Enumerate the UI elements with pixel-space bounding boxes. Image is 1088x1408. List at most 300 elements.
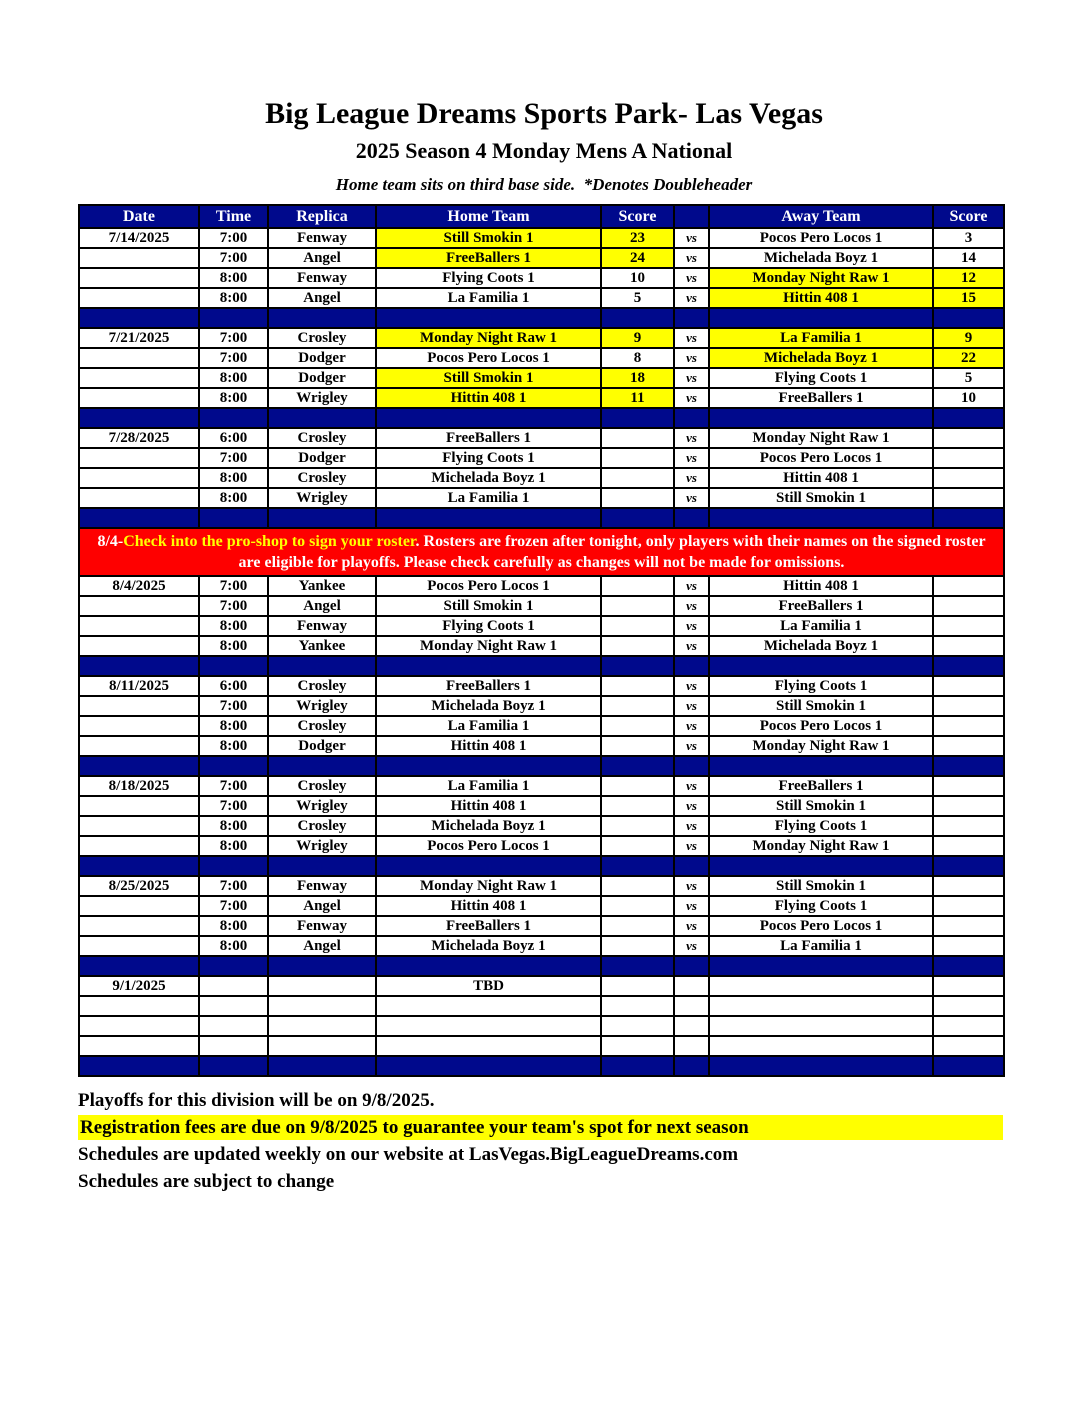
replica-cell: Fenway [268, 228, 376, 248]
time-cell: 8:00 [199, 636, 268, 656]
subject-to-change-note: Schedules are subject to change [78, 1171, 335, 1192]
home-team-cell: Still Smokin 1 [376, 368, 601, 388]
date-cell [79, 716, 199, 736]
header-home-score: Score [601, 205, 674, 228]
separator-cell [199, 408, 268, 428]
time-cell: 7:00 [199, 696, 268, 716]
home-team-cell: Still Smokin 1 [376, 228, 601, 248]
away-score-cell: 3 [933, 228, 1004, 248]
separator-cell [376, 508, 601, 528]
game-row [79, 836, 1004, 856]
replica-cell [268, 1036, 376, 1056]
banner-highlight: Check into the pro-shop to sign your roster [123, 533, 416, 550]
vs-cell: vs [674, 468, 709, 488]
game-row [79, 776, 1004, 796]
separator-cell [709, 308, 933, 328]
vs-cell [674, 1036, 709, 1056]
replica-cell: Crosley [268, 676, 376, 696]
away-score-cell: 12 [933, 268, 1004, 288]
separator-cell [709, 408, 933, 428]
game-row [79, 368, 1004, 388]
replica-cell: Wrigley [268, 488, 376, 508]
date-cell: 8/4/2025 [79, 576, 199, 596]
home-score-cell: 10 [601, 268, 674, 288]
home-team-note: Home team sits on third base side. *Denotes Doubleheader [335, 175, 753, 194]
time-cell: 7:00 [199, 348, 268, 368]
date-cell: 8/11/2025 [79, 676, 199, 696]
away-team-cell: Flying Coots 1 [709, 816, 933, 836]
separator-cell [268, 656, 376, 676]
date-cell [79, 248, 199, 268]
header-row [79, 205, 1004, 228]
home-team-cell: Monday Night Raw 1 [376, 328, 601, 348]
separator-cell [674, 956, 709, 976]
date-cell: 7/28/2025 [79, 428, 199, 448]
away-team-cell: Hittin 408 1 [709, 468, 933, 488]
home-team-cell: FreeBallers 1 [376, 248, 601, 268]
away-team-cell: Michelada Boyz 1 [709, 348, 933, 368]
separator-cell [376, 408, 601, 428]
home-team-cell: Flying Coots 1 [376, 616, 601, 636]
replica-cell: Fenway [268, 916, 376, 936]
away-score-cell [933, 916, 1004, 936]
home-team-cell: Pocos Pero Locos 1 [376, 576, 601, 596]
replica-cell: Dodger [268, 448, 376, 468]
away-score-cell [933, 936, 1004, 956]
header-vs-spacer [674, 205, 709, 228]
vs-cell: vs [674, 448, 709, 468]
separator-cell [199, 508, 268, 528]
away-team-cell: Monday Night Raw 1 [709, 268, 933, 288]
home-team-cell: Pocos Pero Locos 1 [376, 348, 601, 368]
home-score-cell [601, 976, 674, 996]
date-cell: 7/21/2025 [79, 328, 199, 348]
home-team-cell: Monday Night Raw 1 [376, 876, 601, 896]
away-team-cell: Monday Night Raw 1 [709, 428, 933, 448]
away-score-cell [933, 896, 1004, 916]
home-team-cell: Still Smokin 1 [376, 596, 601, 616]
separator-row [79, 508, 1004, 528]
separator-cell [268, 856, 376, 876]
home-team-cell: Hittin 408 1 [376, 736, 601, 756]
time-cell: 8:00 [199, 268, 268, 288]
away-score-cell: 5 [933, 368, 1004, 388]
home-score-cell [601, 816, 674, 836]
header-date: Date [79, 205, 199, 228]
home-score-cell [601, 468, 674, 488]
separator-cell [674, 656, 709, 676]
home-score-cell [601, 448, 674, 468]
vs-cell: vs [674, 328, 709, 348]
separator-cell [933, 1056, 1004, 1076]
date-cell [79, 616, 199, 636]
website-note: Schedules are updated weekly on our website at LasVegas.BigLeagueDreams.com [78, 1144, 739, 1165]
separator-cell [674, 508, 709, 528]
vs-cell [674, 996, 709, 1016]
home-score-cell: 11 [601, 388, 674, 408]
game-row [79, 636, 1004, 656]
vs-cell [674, 976, 709, 996]
away-team-cell: Flying Coots 1 [709, 368, 933, 388]
game-row [79, 448, 1004, 468]
separator-cell [601, 756, 674, 776]
separator-cell [199, 1056, 268, 1076]
empty-row [79, 996, 1004, 1016]
vs-cell: vs [674, 876, 709, 896]
separator-cell [933, 408, 1004, 428]
replica-cell: Crosley [268, 328, 376, 348]
separator-cell [933, 508, 1004, 528]
separator-cell [674, 408, 709, 428]
home-score-cell [601, 796, 674, 816]
home-score-cell [601, 916, 674, 936]
game-row [79, 816, 1004, 836]
home-team-cell: La Familia 1 [376, 288, 601, 308]
away-team-cell: Monday Night Raw 1 [709, 736, 933, 756]
separator-cell [268, 508, 376, 528]
away-team-cell: Hittin 408 1 [709, 288, 933, 308]
separator-cell [376, 1056, 601, 1076]
away-score-cell [933, 428, 1004, 448]
away-team-cell: Michelada Boyz 1 [709, 636, 933, 656]
away-score-cell [933, 596, 1004, 616]
date-cell [79, 936, 199, 956]
separator-cell [601, 1056, 674, 1076]
date-cell [79, 268, 199, 288]
separator-cell [674, 856, 709, 876]
game-row [79, 328, 1004, 348]
time-cell [199, 1016, 268, 1036]
empty-row [79, 1016, 1004, 1036]
vs-cell: vs [674, 816, 709, 836]
away-score-cell: 22 [933, 348, 1004, 368]
separator-cell [199, 308, 268, 328]
away-score-cell [933, 816, 1004, 836]
vs-cell [674, 1016, 709, 1036]
away-score-cell [933, 996, 1004, 1016]
separator-cell [199, 656, 268, 676]
away-team-cell: Hittin 408 1 [709, 576, 933, 596]
date-cell [79, 368, 199, 388]
replica-cell: Crosley [268, 816, 376, 836]
home-team-cell: Michelada Boyz 1 [376, 816, 601, 836]
vs-cell: vs [674, 916, 709, 936]
replica-cell: Dodger [268, 348, 376, 368]
home-team-cell [376, 1036, 601, 1056]
vs-cell: vs [674, 368, 709, 388]
date-cell [79, 796, 199, 816]
header-replica: Replica [268, 205, 376, 228]
separator-cell [199, 756, 268, 776]
time-cell [199, 976, 268, 996]
separator-cell [79, 308, 199, 328]
home-score-cell [601, 836, 674, 856]
replica-cell: Angel [268, 248, 376, 268]
date-cell [79, 696, 199, 716]
game-row [79, 736, 1004, 756]
replica-cell: Dodger [268, 736, 376, 756]
time-cell: 7:00 [199, 248, 268, 268]
vs-cell: vs [674, 736, 709, 756]
home-team-cell: Flying Coots 1 [376, 268, 601, 288]
header-away-team: Away Team [709, 205, 933, 228]
away-score-cell [933, 716, 1004, 736]
away-score-cell [933, 776, 1004, 796]
time-cell: 7:00 [199, 328, 268, 348]
replica-cell [268, 1016, 376, 1036]
home-score-cell [601, 876, 674, 896]
home-score-cell [601, 488, 674, 508]
away-team-cell: Still Smokin 1 [709, 488, 933, 508]
away-score-cell [933, 636, 1004, 656]
vs-cell: vs [674, 936, 709, 956]
game-row [79, 348, 1004, 368]
page-title: Big League Dreams Sports Park- Las Vegas [265, 97, 823, 130]
replica-cell: Dodger [268, 368, 376, 388]
separator-cell [601, 956, 674, 976]
time-cell: 7:00 [199, 596, 268, 616]
vs-cell: vs [674, 896, 709, 916]
away-score-cell [933, 796, 1004, 816]
replica-cell: Yankee [268, 636, 376, 656]
separator-cell [933, 756, 1004, 776]
away-score-cell [933, 676, 1004, 696]
date-cell [79, 816, 199, 836]
separator-row [79, 308, 1004, 328]
vs-cell: vs [674, 248, 709, 268]
banner-rest: . Rosters are frozen after tonight, only players with their names on the signed roster are eligible for playoffs. Please check carefully as changes will not be made for omissions. [238, 533, 986, 571]
replica-cell [268, 976, 376, 996]
home-team-cell: Flying Coots 1 [376, 448, 601, 468]
home-score-cell [601, 428, 674, 448]
replica-cell: Angel [268, 288, 376, 308]
home-score-cell [601, 1036, 674, 1056]
game-row [79, 596, 1004, 616]
home-score-cell: 18 [601, 368, 674, 388]
replica-cell: Wrigley [268, 836, 376, 856]
separator-cell [601, 308, 674, 328]
vs-cell: vs [674, 428, 709, 448]
away-score-cell [933, 876, 1004, 896]
time-cell: 6:00 [199, 676, 268, 696]
away-team-cell: La Familia 1 [709, 616, 933, 636]
away-score-cell: 14 [933, 248, 1004, 268]
away-score-cell [933, 976, 1004, 996]
page-subtitle: 2025 Season 4 Monday Mens A National [355, 138, 733, 163]
empty-row [79, 1036, 1004, 1056]
date-cell [79, 388, 199, 408]
separator-cell [709, 1056, 933, 1076]
game-row [79, 488, 1004, 508]
home-score-cell [601, 936, 674, 956]
date-cell [79, 896, 199, 916]
away-team-cell: Pocos Pero Locos 1 [709, 916, 933, 936]
game-row [79, 936, 1004, 956]
separator-cell [376, 956, 601, 976]
separator-cell [674, 756, 709, 776]
document-header [0, 0, 1088, 195]
separator-cell [709, 656, 933, 676]
separator-cell [933, 956, 1004, 976]
home-team-cell: La Familia 1 [376, 716, 601, 736]
home-score-cell [601, 576, 674, 596]
separator-cell [376, 308, 601, 328]
away-score-cell [933, 696, 1004, 716]
time-cell: 8:00 [199, 616, 268, 636]
away-score-cell [933, 488, 1004, 508]
separator-row [79, 656, 1004, 676]
home-score-cell [601, 716, 674, 736]
home-team-cell: FreeBallers 1 [376, 428, 601, 448]
vs-cell: vs [674, 776, 709, 796]
away-score-cell [933, 836, 1004, 856]
header-time: Time [199, 205, 268, 228]
separator-cell [79, 956, 199, 976]
game-row [79, 796, 1004, 816]
time-cell: 7:00 [199, 896, 268, 916]
schedule-body [79, 228, 1004, 1076]
vs-cell: vs [674, 696, 709, 716]
time-cell: 8:00 [199, 736, 268, 756]
separator-cell [268, 756, 376, 776]
away-team-cell: FreeBallers 1 [709, 388, 933, 408]
vs-cell: vs [674, 796, 709, 816]
home-team-cell: Michelada Boyz 1 [376, 936, 601, 956]
replica-cell [268, 996, 376, 1016]
away-team-cell: Still Smokin 1 [709, 796, 933, 816]
replica-cell: Crosley [268, 428, 376, 448]
date-cell [79, 1016, 199, 1036]
home-score-cell [601, 696, 674, 716]
vs-cell: vs [674, 676, 709, 696]
away-score-cell: 9 [933, 328, 1004, 348]
home-team-cell: Michelada Boyz 1 [376, 696, 601, 716]
vs-cell: vs [674, 268, 709, 288]
separator-cell [268, 408, 376, 428]
separator-row [79, 756, 1004, 776]
schedule-table [78, 204, 1005, 1077]
date-cell [79, 916, 199, 936]
home-score-cell [601, 1016, 674, 1036]
tbd-row [79, 976, 1004, 996]
away-score-cell [933, 576, 1004, 596]
home-team-cell: Hittin 408 1 [376, 796, 601, 816]
game-row [79, 428, 1004, 448]
separator-row [79, 408, 1004, 428]
date-cell: 9/1/2025 [79, 976, 199, 996]
away-score-cell [933, 1016, 1004, 1036]
separator-cell [199, 956, 268, 976]
replica-cell: Crosley [268, 716, 376, 736]
vs-cell: vs [674, 488, 709, 508]
separator-cell [933, 856, 1004, 876]
away-score-cell [933, 1036, 1004, 1056]
time-cell: 7:00 [199, 576, 268, 596]
separator-row [79, 1056, 1004, 1076]
separator-cell [601, 656, 674, 676]
game-row [79, 228, 1004, 248]
replica-cell: Wrigley [268, 388, 376, 408]
separator-cell [79, 856, 199, 876]
separator-cell [601, 408, 674, 428]
home-score-cell [601, 776, 674, 796]
time-cell: 8:00 [199, 816, 268, 836]
separator-cell [674, 1056, 709, 1076]
vs-cell: vs [674, 596, 709, 616]
replica-cell: Wrigley [268, 796, 376, 816]
home-score-cell [601, 676, 674, 696]
date-cell [79, 636, 199, 656]
game-row [79, 468, 1004, 488]
separator-cell [268, 1056, 376, 1076]
away-team-cell: Pocos Pero Locos 1 [709, 448, 933, 468]
home-score-cell: 9 [601, 328, 674, 348]
away-team-cell: Flying Coots 1 [709, 896, 933, 916]
date-cell [79, 836, 199, 856]
home-team-cell: TBD [376, 976, 601, 996]
game-row [79, 676, 1004, 696]
away-team-cell: La Familia 1 [709, 936, 933, 956]
away-team-cell [709, 996, 933, 1016]
time-cell: 8:00 [199, 368, 268, 388]
vs-cell: vs [674, 228, 709, 248]
time-cell: 6:00 [199, 428, 268, 448]
separator-cell [268, 308, 376, 328]
date-cell: 8/18/2025 [79, 776, 199, 796]
date-cell [79, 1036, 199, 1056]
home-team-cell: La Familia 1 [376, 776, 601, 796]
home-score-cell [601, 896, 674, 916]
home-team-cell: Hittin 408 1 [376, 388, 601, 408]
game-row [79, 268, 1004, 288]
home-score-cell [601, 636, 674, 656]
game-row [79, 696, 1004, 716]
replica-cell: Angel [268, 936, 376, 956]
date-cell [79, 448, 199, 468]
away-score-cell [933, 448, 1004, 468]
away-team-cell: Michelada Boyz 1 [709, 248, 933, 268]
time-cell: 8:00 [199, 936, 268, 956]
time-cell: 7:00 [199, 876, 268, 896]
vs-cell: vs [674, 616, 709, 636]
home-team-cell [376, 1016, 601, 1036]
roster-banner [79, 528, 1004, 576]
footer-notes [78, 1088, 1088, 1194]
vs-cell: vs [674, 288, 709, 308]
home-score-cell [601, 736, 674, 756]
home-team-cell: Michelada Boyz 1 [376, 468, 601, 488]
game-row [79, 288, 1004, 308]
vs-cell: vs [674, 836, 709, 856]
game-row [79, 388, 1004, 408]
playoffs-note: Playoffs for this division will be on 9/8/2025. [78, 1090, 435, 1111]
replica-cell: Angel [268, 596, 376, 616]
home-score-cell: 23 [601, 228, 674, 248]
away-score-cell [933, 616, 1004, 636]
header-home-team: Home Team [376, 205, 601, 228]
away-team-cell: Flying Coots 1 [709, 676, 933, 696]
home-score-cell: 8 [601, 348, 674, 368]
home-team-cell: FreeBallers 1 [376, 916, 601, 936]
replica-cell: Fenway [268, 876, 376, 896]
away-score-cell [933, 736, 1004, 756]
separator-cell [709, 756, 933, 776]
away-score-cell: 10 [933, 388, 1004, 408]
date-cell: 7/14/2025 [79, 228, 199, 248]
away-team-cell: Pocos Pero Locos 1 [709, 716, 933, 736]
time-cell: 8:00 [199, 836, 268, 856]
separator-row [79, 956, 1004, 976]
